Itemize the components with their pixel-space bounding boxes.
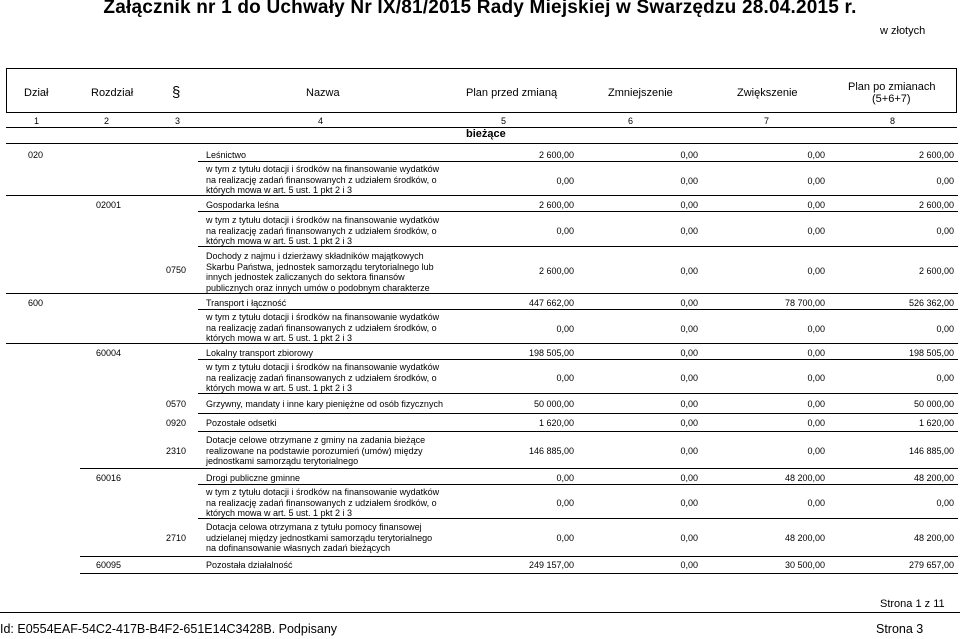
row-0570-name: Grzywny, mandaty i inne kary pieniężne od osób fizycznych: [206, 399, 443, 409]
colnum-3: 3: [175, 116, 181, 126]
row-0750-minus: 0,00: [680, 266, 698, 276]
row-60016-code: 60016: [96, 473, 122, 483]
row-2310-plus: 0,00: [807, 446, 825, 456]
header-zwiekszenie: Zwiększenie: [737, 87, 798, 99]
row-2710-minus: 0,00: [680, 533, 698, 543]
row-60016-plan: 0,00: [556, 473, 574, 483]
row-020-plus: 0,00: [807, 150, 825, 160]
colnum-8: 8: [890, 116, 896, 126]
row-020-name: Leśnictwo: [206, 150, 247, 160]
row-0570-plus: 0,00: [807, 399, 825, 409]
row-60004-divider: [198, 393, 958, 394]
row-0750-after: 2 600,00: [918, 266, 954, 276]
row-600-minus: 0,00: [680, 298, 698, 308]
row-600-sub-plus: 0,00: [807, 324, 825, 334]
row-600-plus: 78 700,00: [784, 298, 825, 308]
row-60016-name: Drogi publiczne gminne: [206, 473, 301, 483]
row-02001-sub-after: 0,00: [936, 226, 954, 236]
row-600-dotation: w tym z tytułu dotacji i środków na finansowanie wydatków na realizację zadań finansowanych z udziałem środków, o których mowa w art. 5 ust. 1 pkt 2 i 3: [206, 312, 440, 343]
header-nazwa: Nazwa: [306, 87, 340, 99]
colnum-1: 1: [34, 116, 40, 126]
row-0570-plan: 50 000,00: [533, 399, 574, 409]
colnum-2: 2: [104, 116, 110, 126]
row-60004-after: 198 505,00: [908, 348, 954, 358]
row-020-minus: 0,00: [680, 150, 698, 160]
footer-rule: [0, 612, 960, 613]
row-0920-after: 1 620,00: [918, 418, 954, 428]
row-0920-code: 0920: [166, 418, 187, 428]
row-2310-code: 2310: [166, 446, 187, 456]
row-60016-sub-after: 0,00: [936, 498, 954, 508]
section-divider: [6, 143, 958, 144]
row-60016-underline: [198, 484, 958, 485]
row-02001-code: 02001: [96, 200, 122, 210]
row-60004-plan: 198 505,00: [528, 348, 574, 358]
row-0750-plus: 0,00: [807, 266, 825, 276]
row-600-sub-plan: 0,00: [556, 324, 574, 334]
row-60004-code: 60004: [96, 348, 122, 358]
row-0920-plan: 1 620,00: [538, 418, 574, 428]
row-0570-divider: [198, 413, 958, 414]
row-020-underline: [198, 161, 958, 162]
row-60095-plus: 30 500,00: [784, 560, 825, 570]
column-number-row: [6, 114, 957, 128]
row-60004-sub-plan: 0,00: [556, 373, 574, 383]
colnum-7: 7: [764, 116, 770, 126]
row-60095-minus: 0,00: [680, 560, 698, 570]
row-02001-underline: [198, 211, 958, 212]
header-plan-po: Plan po zmianach: [848, 81, 936, 93]
row-60095-plan: 249 157,00: [528, 560, 574, 570]
row-2710-name: Dotacja celowa otrzymana z tytułu pomocy finansowej udzielanej między jednostkami samorządu terytorialnego na dofinansowanie własnych zadań bieżących: [206, 522, 433, 553]
row-60095-name: Pozostała działalność: [206, 560, 293, 570]
header-plan-po-formula: (5+6+7): [872, 93, 911, 105]
row-0920-name: Pozostałe odsetki: [206, 418, 277, 428]
row-0750-name: Dochody z najmu i dzierżawy składników majątkowych Skarbu Państwa, jednostek samorządu terytorialnego lub innych jednostek zaliczanych do sektora finansów publicznych oraz innych umów o podobnym charakterze: [206, 251, 434, 293]
row-2710-plan: 0,00: [556, 533, 574, 543]
row-60016-sub-minus: 0,00: [680, 498, 698, 508]
row-02001-after: 2 600,00: [918, 200, 954, 210]
row-0570-code: 0570: [166, 399, 187, 409]
header-rozdzial: Rozdział: [91, 87, 134, 99]
row-02001-divider: [198, 246, 958, 247]
row-0920-divider: [198, 431, 958, 432]
colnum-5: 5: [501, 116, 507, 126]
row-02001-dotation: w tym z tytułu dotacji i środków na finansowanie wydatków na realizację zadań finansowanych z udziałem środków, o których mowa w art. 5 ust. 1 pkt 2 i 3: [206, 215, 440, 246]
row-02001-name: Gospodarka leśna: [206, 200, 280, 210]
header-plan-przed: Plan przed zmianą: [466, 87, 558, 99]
row-60016-after: 48 200,00: [913, 473, 954, 483]
page-number: Strona 1 z 11: [880, 598, 945, 610]
row-0920-plus: 0,00: [807, 418, 825, 428]
row-600-code: 600: [28, 298, 44, 308]
colnum-6: 6: [628, 116, 634, 126]
row-020-divider: [6, 195, 958, 196]
row-2310-after: 146 885,00: [908, 446, 954, 456]
row-2310-divider: [80, 468, 958, 469]
row-60095-code: 60095: [96, 560, 122, 570]
row-2710-plus: 48 200,00: [784, 533, 825, 543]
row-600-sub-after: 0,00: [936, 324, 954, 334]
row-60095-after: 279 657,00: [908, 560, 954, 570]
row-02001-sub-plus: 0,00: [807, 226, 825, 236]
footer-id: Id: E0554EAF-54C2-417B-B4F2-651E14C3428B. Podpisany: [0, 622, 338, 636]
row-60004-minus: 0,00: [680, 348, 698, 358]
row-0750-code: 0750: [166, 265, 187, 275]
row-600-divider: [6, 343, 958, 344]
row-0570-minus: 0,00: [680, 399, 698, 409]
row-0570-after: 50 000,00: [913, 399, 954, 409]
row-020-sub-after: 0,00: [936, 176, 954, 186]
row-02001-sub-plan: 0,00: [556, 226, 574, 236]
row-2310-minus: 0,00: [680, 446, 698, 456]
row-60004-underline: [198, 359, 958, 360]
row-020-plan: 2 600,00: [538, 150, 574, 160]
row-60016-plus: 48 200,00: [784, 473, 825, 483]
header-zmniejszenie: Zmniejszenie: [608, 87, 673, 99]
row-2310-name: Dotacje celowe otrzymane z gminy na zadania bieżące realizowane na podstawie porozumień (umów) między jednostkami samorządu terytorialnego: [206, 435, 426, 466]
row-600-after: 526 362,00: [908, 298, 954, 308]
row-2310-plan: 146 885,00: [528, 446, 574, 456]
row-60016-dotation: w tym z tytułu dotacji i środków na finansowanie wydatków na realizację zadań finansowanych z udziałem środków, o których mowa w art. 5 ust. 1 pkt 2 i 3: [206, 487, 440, 518]
row-60004-dotation: w tym z tytułu dotacji i środków na finansowanie wydatków na realizację zadań finansowanych z udziałem środków, o których mowa w art. 5 ust. 1 pkt 2 i 3: [206, 362, 440, 393]
row-2710-after: 48 200,00: [913, 533, 954, 543]
row-020-after: 2 600,00: [918, 150, 954, 160]
row-02001-plus: 0,00: [807, 200, 825, 210]
row-60004-sub-minus: 0,00: [680, 373, 698, 383]
header-dzial: Dział: [24, 87, 49, 99]
row-020-code: 020: [28, 150, 44, 160]
row-02001-sub-minus: 0,00: [680, 226, 698, 236]
footer-strona: Strona 3: [876, 622, 924, 636]
row-020-sub-minus: 0,00: [680, 176, 698, 186]
row-0750-divider: [6, 293, 958, 294]
row-60016-sub-plus: 0,00: [807, 498, 825, 508]
row-2710-divider: [80, 556, 958, 557]
row-60004-name: Lokalny transport zbiorowy: [206, 348, 314, 358]
row-60016-sub-plan: 0,00: [556, 498, 574, 508]
row-60004-sub-plus: 0,00: [807, 373, 825, 383]
colnum-4: 4: [318, 116, 324, 126]
row-2710-code: 2710: [166, 533, 187, 543]
row-02001-minus: 0,00: [680, 200, 698, 210]
row-020-sub-plan: 0,00: [556, 176, 574, 186]
document-title: Załącznik nr 1 do Uchwały Nr IX/81/2015 Rady Miejskiej w Swarzędzu 28.04.2015 r.: [103, 0, 857, 18]
row-60004-plus: 0,00: [807, 348, 825, 358]
row-0920-minus: 0,00: [680, 418, 698, 428]
section-label: bieżące: [466, 128, 506, 140]
row-02001-plan: 2 600,00: [538, 200, 574, 210]
row-0750-plan: 2 600,00: [538, 266, 574, 276]
row-60016-minus: 0,00: [680, 473, 698, 483]
row-600-name: Transport i łączność: [206, 298, 287, 308]
row-020-dotation: w tym z tytułu dotacji i środków na finansowanie wydatków na realizację zadań finansowanych z udziałem środków, o których mowa w art. 5 ust. 1 pkt 2 i 3: [206, 164, 440, 195]
row-600-plan: 447 662,00: [528, 298, 574, 308]
unit-label: w złotych: [880, 25, 926, 37]
row-600-sub-minus: 0,00: [680, 324, 698, 334]
row-60004-sub-after: 0,00: [936, 373, 954, 383]
header-paragraf: §: [172, 84, 181, 101]
row-600-underline: [198, 309, 958, 310]
row-60016-divider: [198, 518, 958, 519]
row-020-sub-plus: 0,00: [807, 176, 825, 186]
row-60095-divider: [80, 573, 958, 574]
